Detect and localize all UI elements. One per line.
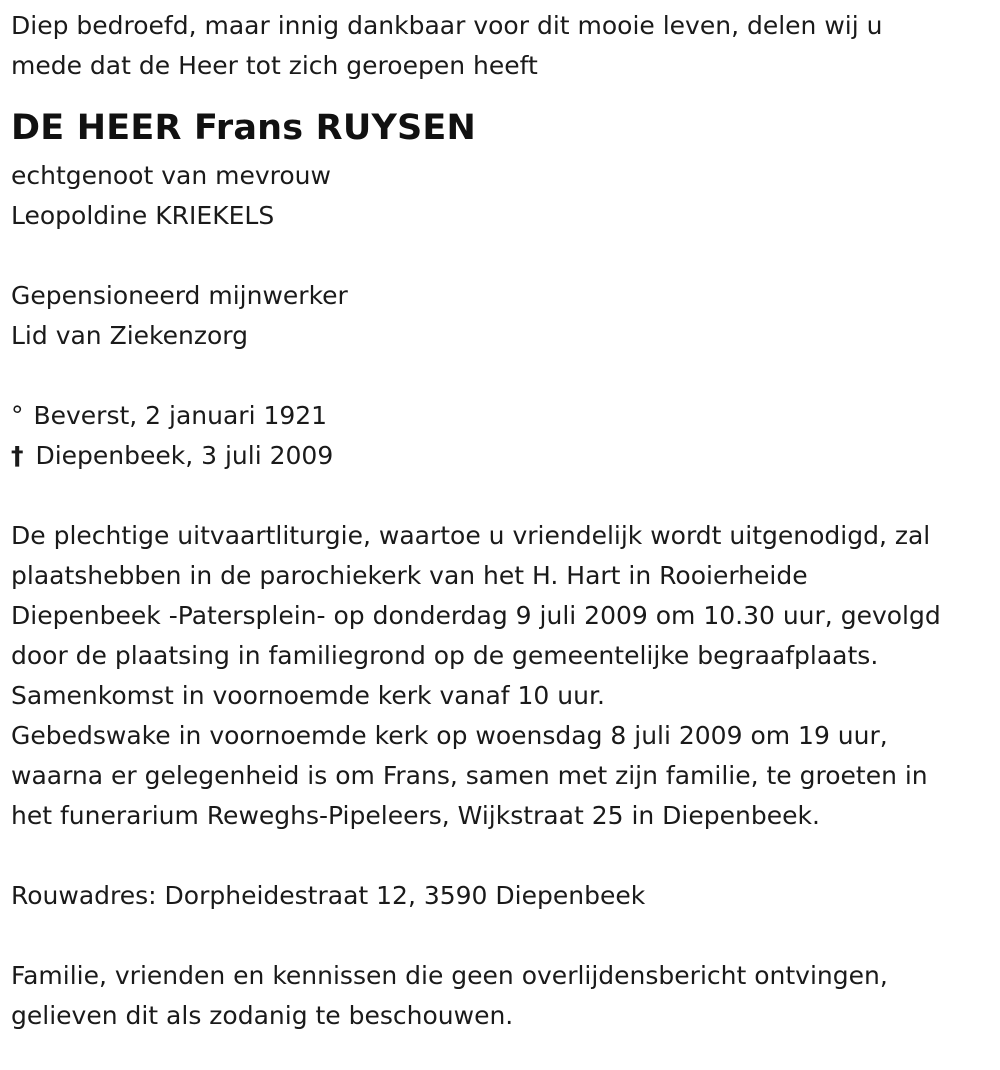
ceremony-line: plaatshebben in de parochiekerk van het H. Hart in Rooierheide <box>11 561 808 590</box>
ceremony-line: Samenkomst in voornoemde kerk vanaf 10 uur. <box>11 681 605 710</box>
ceremony-line: door de plaatsing in familiegrond op de gemeentelijke begraafplaats. <box>11 641 879 670</box>
mourning-address: Rouwadres: Dorpheidestraat 12, 3590 Diepenbeek <box>11 881 646 910</box>
ceremony-line: Diepenbeek -Patersplein- op donderdag 9 juli 2009 om 10.30 uur, gevolgd <box>11 601 941 630</box>
dates-block <box>11 396 991 476</box>
closing-line: Familie, vrienden en kennissen die geen overlijdensbericht ontvingen, <box>11 961 888 990</box>
ceremony-line: De plechtige uitvaartliturgie, waartoe u vriendelijk wordt uitgenodigd, zal <box>11 521 931 550</box>
spouse-name: Leopoldine KRIEKELS <box>11 201 275 230</box>
intro-line: Diep bedroefd, maar innig dankbaar voor dit mooie leven, delen wij u <box>11 11 883 40</box>
death-line <box>11 436 991 476</box>
role-line: Lid van Ziekenzorg <box>11 321 248 350</box>
closing-paragraph <box>11 956 991 1036</box>
death-text: Diepenbeek, 3 juli 2009 <box>35 441 334 470</box>
ceremony-line: het funerarium Reweghs-Pipeleers, Wijkstraat 25 in Diepenbeek. <box>11 801 820 830</box>
roles-block <box>11 276 991 356</box>
closing-line: gelieven dit als zodanig te beschouwen. <box>11 1001 514 1030</box>
ceremony-line: Gebedswake in voornoemde kerk op woensdag 8 juli 2009 om 19 uur, <box>11 721 888 750</box>
ceremony-paragraph <box>11 516 991 836</box>
birth-symbol-icon: ° <box>11 401 24 430</box>
birth-text: Beverst, 2 januari 1921 <box>33 401 328 430</box>
deceased-name: DE HEER Frans RUYSEN <box>11 108 476 148</box>
intro-paragraph <box>11 6 991 86</box>
intro-line: mede dat de Heer tot zich geroepen heeft <box>11 51 538 80</box>
role-line: Gepensioneerd mijnwerker <box>11 281 348 310</box>
spouse-block <box>11 156 991 236</box>
birth-line <box>11 396 991 436</box>
ceremony-line: waarna er gelegenheid is om Frans, samen met zijn familie, te groeten in <box>11 761 928 790</box>
cross-icon: † <box>11 441 24 470</box>
spouse-line: echtgenoot van mevrouw <box>11 161 331 190</box>
